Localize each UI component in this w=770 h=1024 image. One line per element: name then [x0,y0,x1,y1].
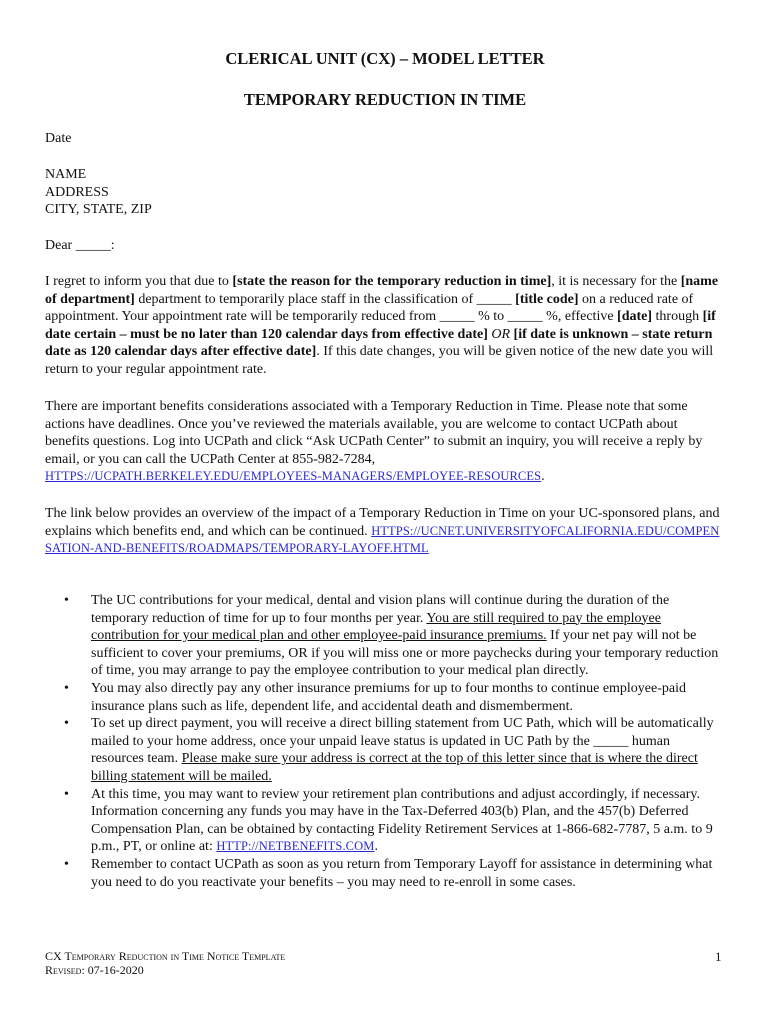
p1-date-certain-placeholder: [if date certain – must be no later than 120 calendar days from effective date] [45,309,716,342]
address-block [45,166,725,219]
p1-date-placeholder: [date] [617,309,653,325]
bullet-5-text: Remember to contact UCPath as soon as you return from Temporary Layoff for assistance in determining what you need to do you reactivate your benefits – you may need to re-enroll in some cases. [91,856,713,890]
ucpath-resources-link[interactable]: HTTPS://UCPATH.BERKELEY.EDU/EMPLOYEES-MANAGERS/EMPLOYEE-RESOURCES [45,469,542,484]
bullet-1-underlined: You are still required to pay the employee contribution for your medical plan and other employee-paid insurance premiums. [91,610,661,644]
letter-title: CLERICAL UNIT (CX) – MODEL LETTER [225,49,545,68]
bullet-1-text-b: If your net pay will not be sufficient to cover your premiums, OR if you will miss one or more paychecks during your temporary reduction of time, you may arrange to pay the employee contribution to your medical plan directly. [91,628,719,679]
bullet-icon: • [64,680,69,696]
netbenefits-link[interactable]: HTTP://NETBENEFITS.COM [216,839,375,854]
bullet-2-text: You may also directly pay any other insurance premiums for up to four months to continue employee-paid insurance plans such as life, dependent life, and accidental death and dismemberment. [91,680,686,714]
p1-text-c: , it is necessary for the [551,274,681,289]
bullet-1-text: The UC contributions for your medical, dental and vision plans will continue during the duration of the temporary reduction of time for up to four months per year. [91,593,670,626]
paragraph-reason [45,273,725,379]
address-city: CITY, STATE, ZIP [45,202,152,218]
list-item [45,856,725,891]
bullet-4-end: . [374,839,378,855]
p1-text-f: through [652,309,703,325]
footer [45,949,285,977]
page-number: 1 [715,949,722,964]
p1-department-placeholder: [name of department] [45,274,719,307]
p1-text-g: . If this date changes, you will be given notice of the new date you will return to your regular appointment rate. [45,344,714,377]
p1-date-unknown-placeholder: [if date is unknown – state return date as 120 calendar days after effective date] [45,326,713,360]
p1-reason-placeholder: [state the reason for the temporary reduction in time] [232,274,552,289]
p2-end: . [541,469,545,485]
benefits-bullet-list [45,592,725,891]
list-item [45,786,725,856]
list-item [45,592,725,680]
p2-text: There are important benefits considerations associated with a Temporary Reduction in Time. Please note that some actions have deadlines. Once you’ve reviewed the materials available, you are welcome to contact UCPath about benefits questions. Log into UCPath and click “Ask UCPath Center” to submit an inquiry, you will receive a reply by email, or you can call the UCPath Center at 855-982-7284, [45,399,703,467]
p1-text-d: department to temporarily place staff in the classification of _____ [134,291,516,307]
paragraph-benefits [45,398,725,486]
bullet-icon: • [64,786,69,802]
ucnet-layoff-link[interactable]: HTTPS://UCNET.UNIVERSITYOFCALIFORNIA.EDU/COMPENSATION-AND-BENEFITS/ROADMAPS/TEMPORARY-LAYOFF.HTML [45,523,720,556]
bullet-icon: • [64,716,69,732]
letter-subtitle: TEMPORARY REDUCTION IN TIME [243,90,527,109]
salutation: Dear _____: [45,238,115,253]
p1-or: OR [487,326,514,342]
p1-text-a: I regret to inform you that due to [45,274,233,289]
p1-title-code-placeholder: [title code] [515,291,579,307]
bullet-3-underlined: Please make sure your address is correct at the top of this letter since that is where the direct billing statement will be mailed. [91,751,698,784]
address-street: ADDRESS [45,184,109,200]
footer-revised-date: Revised: 07-16-2020 [45,963,144,977]
p3-text: The link below provides an overview of the impact of a Temporary Reduction in Time on your UC-sponsored plans, and explains which benefits end, and which can be continued. [45,506,720,539]
list-item [45,680,725,715]
bullet-4-text: At this time, you may want to review your retirement plan contributions and adjust accordingly, if necessary. Information concerning any funds you may have in the Tax-Deferred 403(b) Plan, and the 457(b) Deferred Compensation Plan, can be obtained by contacting Fidelity Retirement Services at 1-866-682-7787, 5 a.m. to 9 p.m., PT, or online at: [91,786,713,855]
date-placeholder: Date [45,131,72,146]
address-name: NAME [45,167,87,182]
bullet-icon: • [64,856,69,872]
bullet-3-text: To set up direct payment, you will receive a direct billing statement from UC Path, which will be automatically mailed to your home address, once your unpaid leave status is updated in UC Path by the _____ human resources team. [91,716,714,767]
bullet-icon: • [64,593,69,608]
list-item [45,715,725,785]
paragraph-overview [45,505,725,558]
footer-template-name: CX Temporary Reduction in Time Notice Template [45,949,286,963]
p1-text-e: on a reduced rate of appointment. Your appointment rate will be temporarily reduced from _____ % to _____ %, effective [45,291,694,325]
